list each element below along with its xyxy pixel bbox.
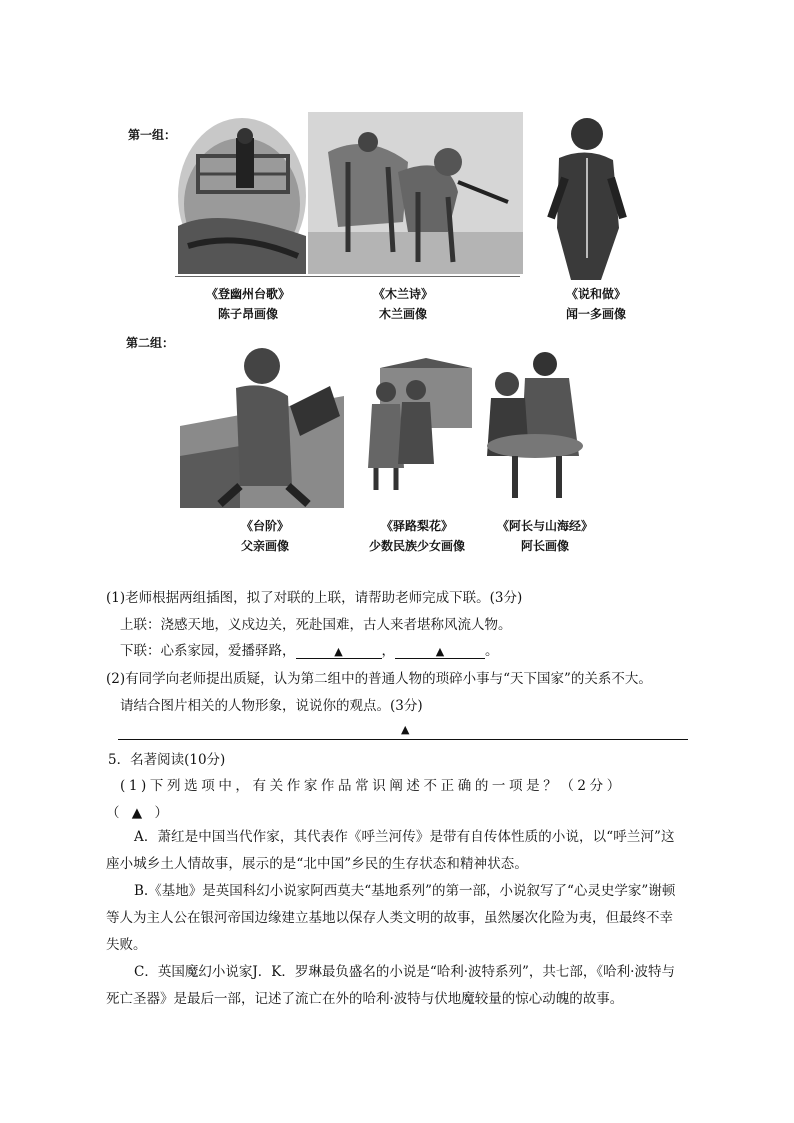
section-5-title: 5．名著阅读(10分) — [108, 752, 226, 768]
couplet-upper: 上联：浇感天地，义戍边关，死赴国难，古人来者堪称风流人物。 — [120, 617, 512, 633]
caption-subtitle: 木兰画像 — [378, 307, 427, 321]
couplet-blank-2[interactable]: ▲ — [395, 642, 485, 659]
answer-line[interactable] — [118, 739, 688, 740]
question-2-text-2: 请结合图片相关的人物形象，说说你的观点。(3分) — [120, 698, 423, 714]
option-a: A．萧红是中国当代作家，其代表作《呼兰河传》是带有自传体性质的小说，以“呼兰河”这座小城乡土人情故事，展示的是“北中国”乡民的生存状态和精神状态。 — [106, 829, 675, 872]
couplet-sep: ， — [381, 643, 395, 659]
caption-title: 《阿长与山海经》 — [496, 519, 593, 533]
caption-shuohezuo — [546, 284, 646, 324]
caption-subtitle: 阿长画像 — [520, 539, 569, 553]
caption-subtitle: 父亲画像 — [240, 539, 289, 553]
couplet-lower — [120, 641, 499, 661]
question-2-text: (2)有同学向老师提出质疑，认为第二组中的普通人物的琐碎小事与“天下国家”的关系不大。 — [106, 671, 652, 687]
group1-label: 第一组： — [128, 128, 177, 142]
caption-dengyouzhou — [178, 284, 318, 324]
couplet-blank-1[interactable]: ▲ — [296, 642, 382, 659]
section-5-sub1: (1)下列选项中，有关作家作品常识阐述不正确的一项是？（2分） — [120, 778, 624, 794]
caption-title: 《说和做》 — [565, 287, 626, 301]
section-5-sub1-answer[interactable]: （ ▲ ） — [106, 805, 172, 821]
option-c: C．英国魔幻小说家J．K．罗琳最负盛名的小说是“哈利·波特系列”，共七部，《哈利·波特与死亡圣器》是最后一部，记述了流亡在外的哈利·波特与伏地魔较量的惊心动魄的故事。 — [106, 964, 675, 1007]
couplet-end: 。 — [485, 643, 499, 659]
caption-mulanshi — [348, 284, 458, 324]
caption-subtitle: 少数民族少女画像 — [368, 539, 465, 553]
achang-illustration — [485, 346, 591, 504]
caption-taijie — [220, 516, 310, 556]
group1-divider — [175, 276, 520, 277]
caption-title: 《驿路梨花》 — [380, 519, 453, 533]
option-b: B.《基地》是英国科幻小说家阿西莫夫“基地系列”的第一部，小说叙写了“心灵史学家”谢顿等人为主人公在银河帝国边缘建立基地以保存人类文明的故事，虽然屡次化险为夷，但最终不幸失败。 — [106, 883, 676, 953]
caption-achang — [484, 516, 606, 556]
girls-illustration — [350, 358, 472, 494]
caption-yilulihua — [352, 516, 482, 556]
caption-title: 《登幽州台歌》 — [205, 287, 290, 301]
caption-title: 《木兰诗》 — [372, 287, 433, 301]
question-1-text: (1)老师根据两组插图，拟了对联的上联，请帮助老师完成下联。(3分) — [106, 590, 523, 606]
couplet-lower-prefix: 下联：心系家园，爱播驿路， — [120, 643, 296, 659]
wenyiduo-illustration — [541, 108, 631, 280]
caption-title: 《台阶》 — [240, 519, 289, 533]
answer-marker: ▲ — [401, 723, 410, 736]
group2-label: 第二组： — [126, 336, 175, 350]
chenziang-illustration — [178, 116, 306, 274]
mulan-illustration — [308, 112, 523, 274]
caption-subtitle: 陈子昂画像 — [217, 307, 278, 321]
caption-subtitle: 闻一多画像 — [565, 307, 626, 321]
father-illustration — [180, 336, 344, 508]
